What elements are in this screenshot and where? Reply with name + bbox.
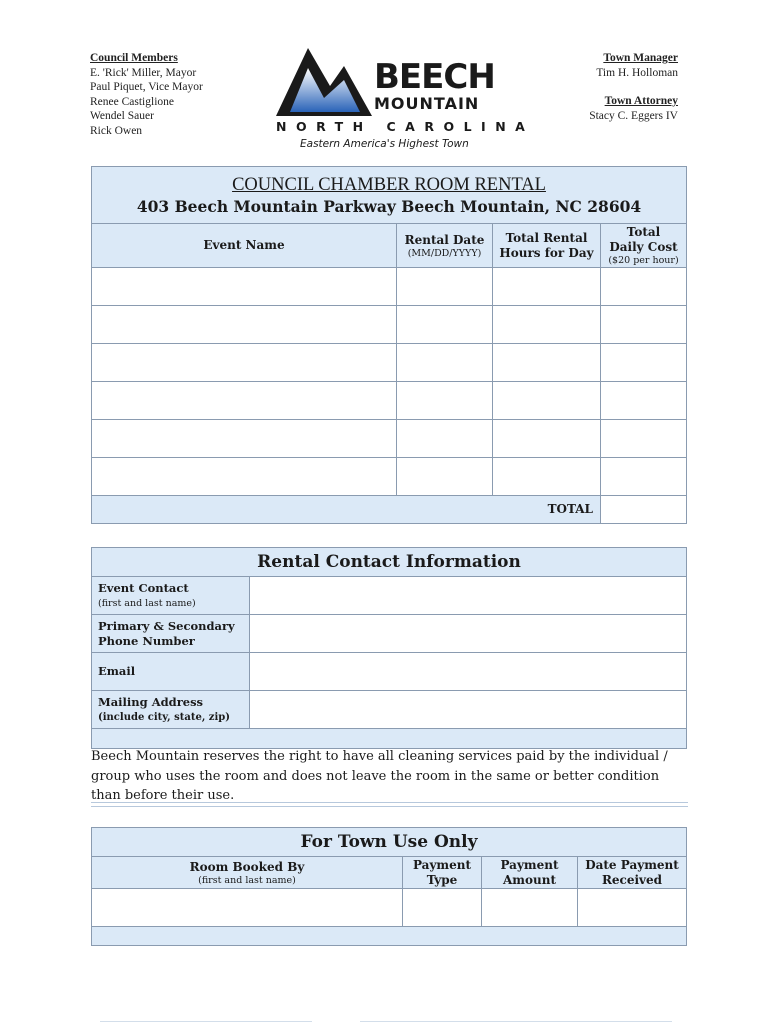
cost-field[interactable] (601, 382, 687, 420)
table-row (92, 306, 687, 344)
col-payment-type (403, 857, 482, 889)
phone-label-line2: Phone Number (98, 633, 195, 648)
payment-amount-field[interactable] (482, 889, 578, 927)
cost-field[interactable] (601, 458, 687, 496)
rental-title-cell (92, 167, 687, 224)
notice-divider (91, 802, 688, 807)
council-members-title: Council Members (90, 52, 178, 64)
col-event-name: Event Name (92, 224, 397, 268)
table-row (92, 344, 687, 382)
event-name-field[interactable] (92, 458, 397, 496)
event-name-field[interactable] (92, 382, 397, 420)
hours-field[interactable] (493, 420, 601, 458)
town-attorney-name: Stacy C. Eggers IV (589, 109, 678, 122)
council-member: Paul Piquet, Vice Mayor (90, 81, 203, 93)
event-contact-sub: (first and last name) (98, 597, 196, 609)
phone-label-line1: Primary & Secondary (98, 618, 235, 633)
col-total-hours-line1: Total Rental (505, 230, 588, 245)
event-contact-text: Event Contact (98, 580, 189, 595)
beech-mountain-logo (274, 44, 535, 154)
col-payment-amount-line2: Amount (502, 872, 556, 887)
contact-title: Rental Contact Information (92, 548, 687, 577)
mailing-label (92, 691, 250, 729)
logo-state: NORTH CAROLINA (276, 119, 535, 134)
rental-date-field[interactable] (397, 306, 493, 344)
table-row (92, 889, 687, 927)
mailing-label-sub: (include city, state, zip) (98, 711, 230, 723)
col-date-payment-received (578, 857, 687, 889)
cost-field[interactable] (601, 268, 687, 306)
email-field[interactable] (250, 653, 687, 691)
town-manager-title: Town Manager (603, 52, 678, 64)
rental-date-field[interactable] (397, 268, 493, 306)
council-member: Wendel Sauer (90, 110, 154, 122)
col-payment-amount (482, 857, 578, 889)
event-name-field[interactable] (92, 420, 397, 458)
mailing-address-field[interactable] (250, 691, 687, 729)
cost-field[interactable] (601, 344, 687, 382)
col-daily-cost (601, 224, 687, 268)
col-payment-type-line1: Payment (412, 857, 472, 872)
rental-date-field[interactable] (397, 344, 493, 382)
event-name-field[interactable] (92, 268, 397, 306)
contact-table (91, 547, 687, 749)
col-daily-cost-line2: Daily Cost (609, 240, 678, 254)
rental-title: COUNCIL CHAMBER ROOM RENTAL (232, 175, 546, 195)
cleaning-notice: Beech Mountain reserves the right to have all cleaning services paid by the individual / group who uses the room and does not leave the room in the same or better condition than before their use. (91, 749, 668, 803)
event-name-field[interactable] (92, 306, 397, 344)
col-total-hours (493, 224, 601, 268)
logo-name-line2: MOUNTAIN (374, 94, 480, 113)
logo-tagline: Eastern America's Highest Town (300, 138, 469, 150)
contact-footer-band (92, 729, 687, 749)
col-rental-date-sub: (MM/DD/YYYY) (407, 247, 482, 259)
council-member: E. 'Rick' Miller, Mayor (90, 66, 197, 79)
council-members-block (90, 51, 203, 138)
col-payment-amount-line1: Payment (500, 857, 559, 872)
table-row (92, 458, 687, 496)
logo-name-line1: BEECH (374, 57, 495, 97)
rental-address: 403 Beech Mountain Parkway Beech Mountain, NC 28604 (136, 197, 642, 216)
town-use-title: For Town Use Only (92, 828, 687, 857)
event-contact-field[interactable] (250, 577, 687, 615)
col-room-booked-by-label: Room Booked By (189, 859, 305, 874)
town-use-footer-band (92, 927, 687, 946)
payment-type-field[interactable] (403, 889, 482, 927)
date-payment-received-field[interactable] (578, 889, 687, 927)
table-row (92, 382, 687, 420)
event-contact-label (92, 577, 250, 615)
town-manager-name: Tim H. Holloman (596, 66, 678, 79)
rental-date-field[interactable] (397, 420, 493, 458)
cost-field[interactable] (601, 306, 687, 344)
phone-field[interactable] (250, 615, 687, 653)
col-total-hours-line2: Hours for Day (499, 245, 594, 260)
hours-field[interactable] (493, 382, 601, 420)
col-daily-cost-sub: ($20 per hour) (608, 255, 679, 266)
col-date-paid-line2: Received (601, 872, 663, 887)
col-daily-cost-line1: Total (626, 225, 661, 239)
cost-field[interactable] (601, 420, 687, 458)
town-attorney-title: Town Attorney (604, 95, 678, 107)
email-label: Email (92, 653, 250, 691)
total-field[interactable] (601, 496, 687, 524)
town-officials-block (589, 51, 678, 123)
rental-date-field[interactable] (397, 382, 493, 420)
hours-field[interactable] (493, 268, 601, 306)
col-rental-date-label: Rental Date (404, 232, 485, 247)
col-room-booked-by-sub: (first and last name) (198, 874, 296, 886)
table-row (92, 268, 687, 306)
room-booked-by-field[interactable] (92, 889, 403, 927)
hours-field[interactable] (493, 344, 601, 382)
mailing-label-text: Mailing Address (98, 694, 204, 709)
phone-label (92, 615, 250, 653)
table-row (92, 420, 687, 458)
total-label: TOTAL (92, 496, 601, 524)
bottom-line-left (100, 1021, 312, 1022)
col-room-booked-by (92, 857, 403, 889)
col-payment-type-line2: Type (426, 872, 458, 887)
council-member: Renee Castiglione (90, 95, 174, 108)
col-rental-date (397, 224, 493, 268)
hours-field[interactable] (493, 306, 601, 344)
mountain-icon (274, 44, 374, 118)
col-date-paid-line1: Date Payment (585, 857, 679, 872)
rental-table (91, 166, 687, 524)
bottom-line-right (360, 1021, 672, 1022)
event-name-field[interactable] (92, 344, 397, 382)
town-use-table (91, 827, 687, 946)
hours-field[interactable] (493, 458, 601, 496)
rental-date-field[interactable] (397, 458, 493, 496)
council-member: Rick Owen (90, 124, 143, 137)
